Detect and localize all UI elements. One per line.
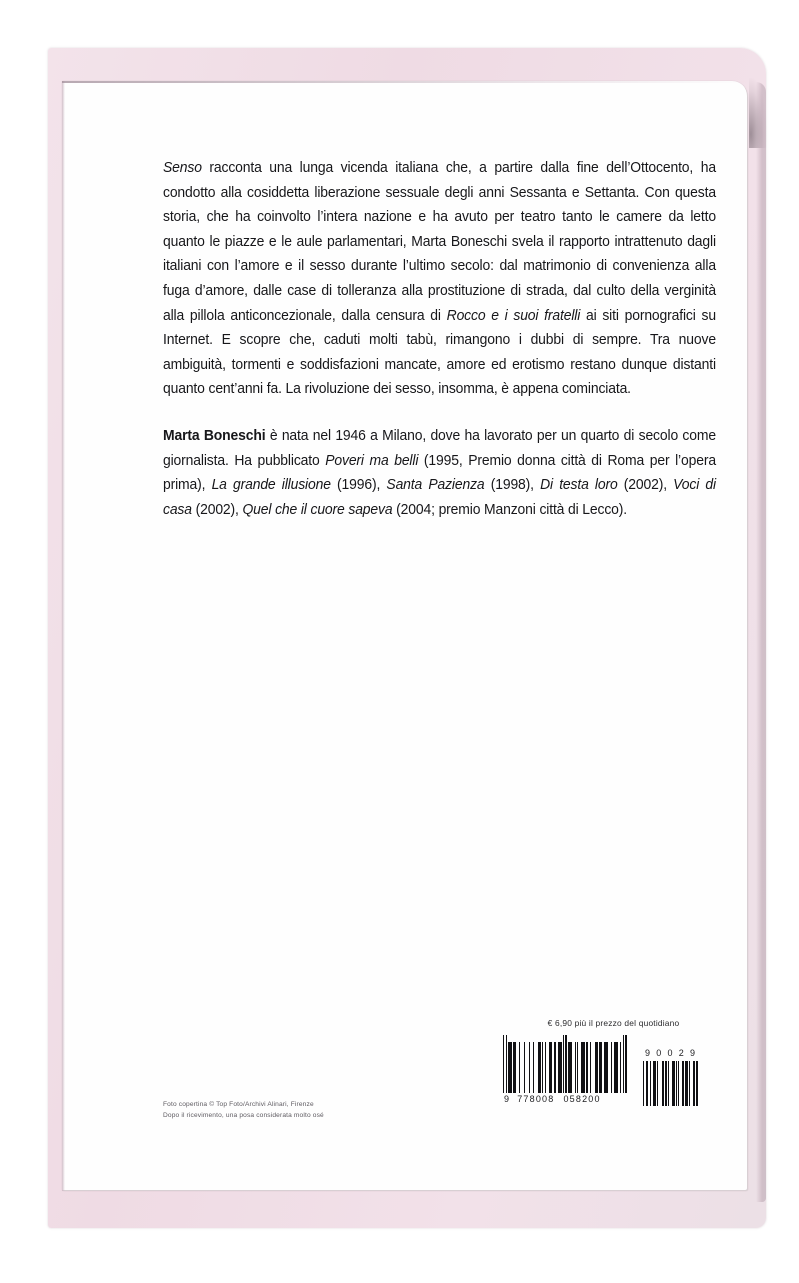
page-left-fold bbox=[62, 81, 65, 1191]
ean5-digit: 0 bbox=[656, 1048, 662, 1058]
barcode-row bbox=[503, 1035, 718, 1106]
barcode-block bbox=[503, 1018, 718, 1106]
ean13-group-2: 058200 bbox=[563, 1094, 601, 1104]
text-column bbox=[163, 156, 716, 522]
ean13-digits bbox=[503, 1094, 627, 1104]
author-bio-paragraph: Marta Boneschi è nata nel 1946 a Milano, dove ha lavorato per un quarto di secolo come giornalista. Ha pubblicato Poveri ma belli (1995, Premio donna città di Roma per l’opera prima), La grande illusione (1996), Santa Pazienza (1998), Di testa loro (2002), Voci di casa (2002), Quel che il cuore sapeva (2004; premio Manzoni città di Lecco). bbox=[163, 427, 716, 518]
book-back-cover bbox=[48, 48, 766, 1228]
ean5-digit: 9 bbox=[645, 1048, 651, 1058]
photo-credit-line-2: Dopo il ricevimento, una posa considerata molto osé bbox=[163, 1111, 324, 1119]
ean13-group-1: 778008 bbox=[517, 1094, 555, 1104]
photo-credit-line-1: Foto copertina © Top Foto/Archivi Alinari, Firenze bbox=[163, 1101, 314, 1108]
ean5-digit: 2 bbox=[678, 1048, 684, 1058]
ean13-bars bbox=[503, 1035, 627, 1093]
ean5-addon-bars bbox=[642, 1061, 698, 1106]
ean5-addon-digits bbox=[642, 1048, 698, 1058]
ean13-lead-digit: 9 bbox=[504, 1094, 511, 1104]
blurb-paragraph: Senso racconta una lunga vicenda italiana che, a partire dalla fine dell’Ottocento, ha condotto alla cosiddetta liberazione sessuale degli anni Sessanta e Settanta. Con questa storia, che ha coinvolto l’intera nazione e ha avuto per teatro tanto le camere da letto quanto le piazze e le aule parlamentari, Marta Boneschi svela il rapporto intrattenuto dagli italiani con l’amore e il sesso durante l’ultimo secolo: dal matrimonio di convenienza alla fuga d’amore, dalle case di tolleranza alla prostituzione di strada, dal culto della verginità alla pillola anticoncezionale, dalla censura di Rocco e i suoi fratelli ai siti pornografici su Internet. E scopre che, caduti molti tabù, rimangono i dubbi di sempre. Tra nuove ambiguità, tormenti e soddisfazioni mancate, amore ed erotismo restano dunque distanti quanto cent’anni fa. La rivoluzione dei sesso, insomma, è appena cominciata. bbox=[163, 160, 716, 398]
ean13-barcode bbox=[503, 1035, 627, 1104]
page-top-edge bbox=[62, 81, 748, 83]
ean5-digit: 0 bbox=[667, 1048, 673, 1058]
photo-credit bbox=[163, 1100, 324, 1121]
ean5-digit: 9 bbox=[689, 1048, 695, 1058]
ean5-addon-barcode bbox=[642, 1035, 698, 1106]
cover-right-edge bbox=[756, 82, 766, 1202]
cover-corner-shadow bbox=[749, 78, 767, 148]
price-line: € 6,90 più il prezzo del quotidiano bbox=[547, 1018, 680, 1028]
